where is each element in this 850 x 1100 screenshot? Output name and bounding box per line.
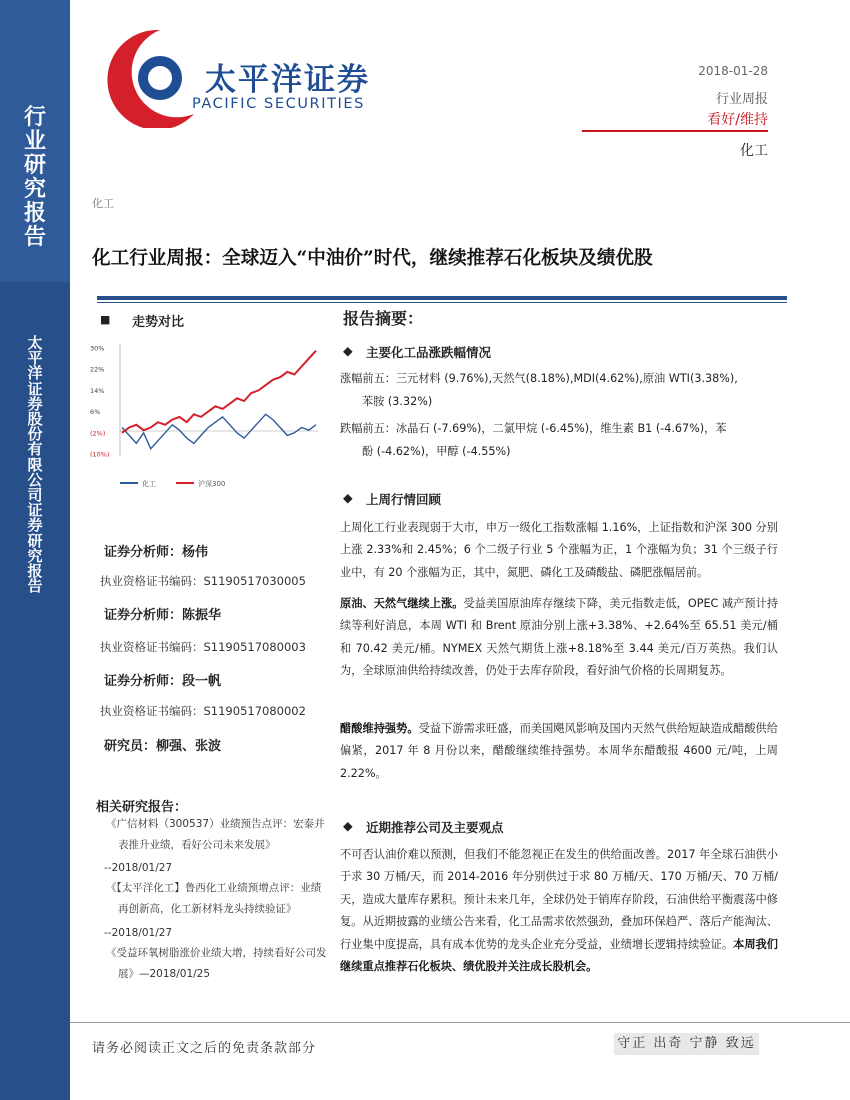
top-losers: 跌幅前五：冰晶石 (-7.69%)，二氯甲烷 (-6.45%)，维生素 B1 (-4.67%)，苯: [340, 422, 727, 435]
disclaimer-note: 请务必阅读正文之后的免责条款部分: [92, 1041, 317, 1056]
title-rule: [97, 296, 787, 300]
analyst-1: 证券分析师：杨伟: [104, 545, 209, 560]
logo-name-cn: 太平洋证券: [205, 62, 370, 98]
recommendations-p1: [340, 844, 778, 978]
p2-lead: 原油、天然气继续上涨。: [340, 597, 464, 610]
legend-label-hs300: 沪深300: [198, 480, 226, 488]
square-bullet-icon: ■: [100, 313, 111, 326]
diamond-bullet-icon: ◆: [343, 490, 353, 505]
summary-heading: 报告摘要：: [343, 309, 424, 328]
related-item[interactable]: 《受益环氧树脂涨价业绩大增，持续看好公司发展》—2018/01/25: [106, 947, 327, 980]
related-item-date: --2018/01/27: [104, 862, 173, 874]
company-motto: 守正 出奇 宁静 致远: [614, 1033, 759, 1055]
market-review-p3: [340, 718, 778, 785]
title-rule-thin: [97, 302, 787, 303]
analyst-3-cert: 执业资格证书编码：S1190517080002: [100, 704, 306, 718]
y-tick-label: 22%: [90, 365, 105, 374]
p2-body: 受益美国原油库存继续下降，美元指数走低，OPEC 减产预计持续等利好消息，本周 WTI 和 Brent 原油分别上涨+3.38%、+2.64%至 65.51 美元/桶和 70.42 美元/桶。NYMEX 天然气期货上涨+8.18%至 3.44 美元/百万英热。我们认为，全球原油供给持续改善，仍处于去库存阶段，看好油气价格的长周期复苏。: [340, 597, 778, 678]
section-recommendations: 近期推荐公司及主要观点: [366, 820, 504, 835]
analyst-1-cert: 执业资格证书编码：S1190517030005: [100, 574, 306, 588]
diamond-bullet-icon: ◆: [343, 343, 353, 358]
analyst-2-cert: 执业资格证书编码：S1190517080003: [100, 640, 306, 654]
report-date: 2018-01-28: [698, 64, 768, 78]
side-org-name: 太平洋证券股份有限公司证券研究报告: [27, 334, 43, 596]
header-divider: [582, 130, 768, 132]
y-tick-label: (2%): [90, 429, 106, 438]
sector-small: 化工: [92, 197, 114, 210]
sector: 化工: [740, 143, 768, 159]
rating: 看好/维持: [707, 112, 768, 128]
y-tick-label: 6%: [90, 408, 101, 417]
section-market-review: 上周行情回顾: [366, 492, 442, 507]
rec-lead: 本周我们继续重点推荐石化板块、绩优股并关注成长股机会。: [340, 937, 778, 974]
related-item[interactable]: 《广信材料（300537）业绩预告点评：宏泰并表推升业绩，看好公司未来发展》: [106, 818, 325, 851]
section-price-changes: 主要化工品涨跌幅情况: [366, 345, 492, 360]
top-gainers: 涨幅前五：三元材料 (9.76%),天然气(8.18%),MDI(4.62%),原油 WTI(3.38%),: [340, 372, 738, 385]
diamond-bullet-icon: ◆: [343, 818, 353, 833]
p3-body: 受益下游需求旺盛，而美国飓风影响及国内天然气供给短缺造成醋酸供给偏紧，2017 年 8 月份以来，醋酸继续维持强势。本周华东醋酸报 4600 元/吨，上周 2.22%。: [340, 722, 778, 780]
series-line-chemical: [122, 414, 316, 448]
trend-chart: [88, 336, 330, 496]
logo-name-en: PACIFIC SECURITIES: [192, 96, 365, 112]
top-losers-cont: 酚 (-4.62%)，甲醇 (-4.55%): [362, 445, 511, 458]
analyst-3: 证券分析师：段一帆: [104, 674, 222, 689]
report-kind: 行业周报: [715, 92, 768, 107]
analyst-2: 证券分析师：陈振华: [104, 608, 222, 623]
researchers: 研究员：柳强、张波: [104, 739, 222, 754]
related-item[interactable]: 《【太平洋化工】鲁西化工业绩预增点评：业绩再创新高，化工新材料龙头持续验证》: [106, 882, 322, 915]
market-review-p2: [340, 593, 778, 683]
legend-label-chemical: 化工: [142, 480, 156, 488]
rec-body: 不可否认油价难以预测，但我们不能忽视正在发生的供给面改善。2017 年全球石油供小于求 30 万桶/天，而 2014-2016 年分别供过于求 80 万桶/天、170 万桶/天、70 万桶/天，造成大量库存累积。预计未来几年，全球仍处于销库存阶段，石油供给平衡震荡中修复。从近期披露的业绩公告来看，化工品需求依然强劲，叠加环保趋严、落后产能淘汰、行业集中度提高，具有成本优势的龙头企业充分受益，业绩增长逻辑持续验证。: [340, 848, 778, 951]
series-line-hs300: [122, 351, 316, 433]
y-tick-label: 30%: [90, 344, 105, 353]
p3-lead: 醋酸维持强势。: [340, 722, 419, 735]
trend-heading: 走势对比: [132, 315, 185, 330]
footer-rule: [70, 1022, 850, 1023]
side-report-type: 行业研究报告: [23, 104, 46, 250]
y-tick-label: (10%): [90, 450, 110, 459]
market-review-p1: 上周化工行业表现弱于大市，申万一级化工指数涨幅 1.16%，上证指数和沪深 300 分别上涨 2.33%和 2.45%；6 个二级子行业 5 个涨幅为正，1 个涨幅为负；31 个三级子行业中，有 20 个涨幅为正，其中，氮肥、磷化工及磷酸盐、磷肥涨幅居前。: [340, 521, 778, 579]
top-gainers-cont: 苯胺 (3.32%): [362, 395, 433, 408]
y-tick-label: 14%: [90, 386, 105, 395]
related-item-date: --2018/01/27: [104, 927, 173, 939]
related-heading: 相关研究报告：: [96, 800, 188, 815]
page-title: 化工行业周报：全球迈入“中油价”时代，继续推荐石化板块及绩优股: [92, 248, 653, 269]
